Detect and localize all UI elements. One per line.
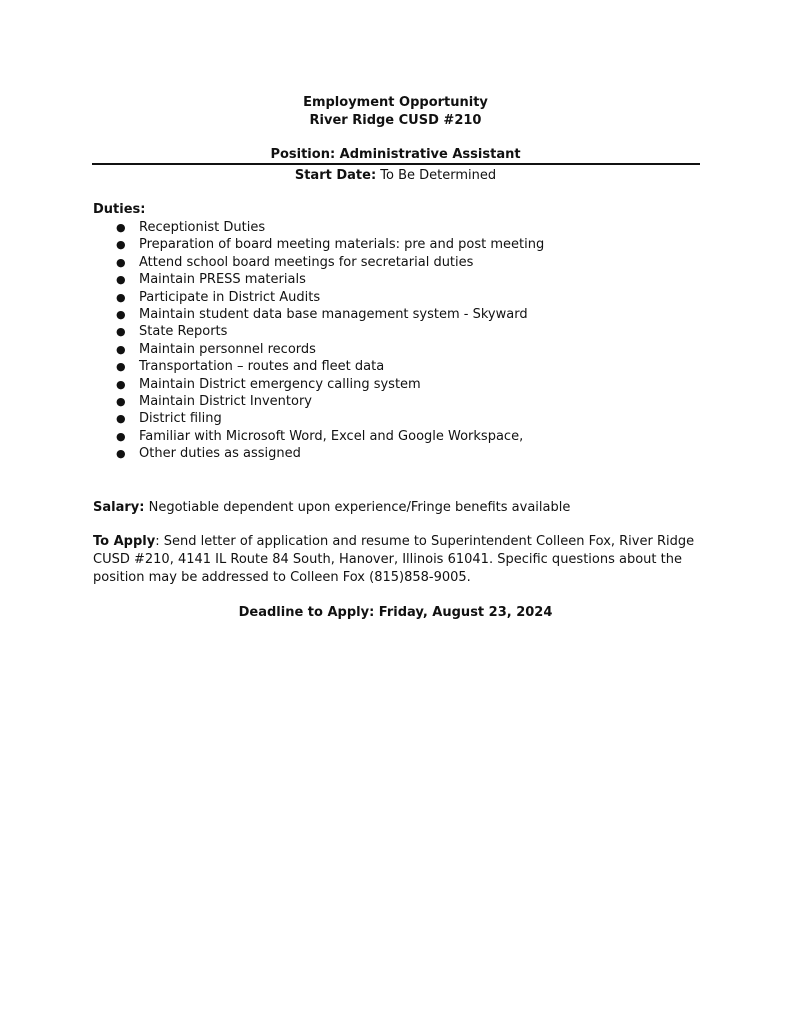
duty-text: State Reports <box>139 324 228 340</box>
bullet-icon: ● <box>116 342 126 356</box>
bullet-icon: ● <box>116 290 126 304</box>
bullet-icon: ● <box>116 395 126 409</box>
deadline-line: Deadline to Apply: Friday, August 23, 2024 <box>238 605 553 620</box>
duty-text: Attend school board meetings for secretarial duties <box>139 254 474 270</box>
duty-text: District filing <box>139 411 222 427</box>
list-item <box>116 393 544 410</box>
bullet-icon: ● <box>116 360 126 374</box>
duty-text: Maintain student data base management system - Skyward <box>139 307 528 323</box>
duty-text: Preparation of board meeting materials: pre and post meeting <box>139 237 545 253</box>
bullet-icon: ● <box>116 273 126 287</box>
bullet-icon: ● <box>116 238 126 252</box>
apply-label: To Apply <box>93 534 156 549</box>
duty-text: Other duties as assigned <box>139 446 301 462</box>
bullet-icon: ● <box>116 325 126 339</box>
list-item <box>116 358 544 375</box>
duty-text: Participate in District Audits <box>139 289 321 305</box>
position-line: Position: Administrative Assistant <box>270 147 521 162</box>
document-title: Employment Opportunity <box>303 95 488 110</box>
bullet-icon: ● <box>116 221 126 234</box>
bullet-icon: ● <box>116 412 126 426</box>
horizontal-divider <box>92 163 700 165</box>
salary-text: Negotiable dependent upon experience/Fringe benefits available <box>148 500 571 515</box>
bullet-icon: ● <box>116 308 126 322</box>
duty-text: Maintain PRESS materials <box>139 272 306 288</box>
salary-paragraph <box>93 499 698 517</box>
salary-label: Salary: <box>93 500 145 515</box>
list-item <box>116 376 544 393</box>
list-item <box>116 341 544 358</box>
list-item <box>116 254 544 271</box>
duty-text: Maintain District Inventory <box>139 394 312 410</box>
list-item <box>116 219 544 236</box>
list-item <box>116 306 544 323</box>
duties-list <box>116 219 545 463</box>
list-item <box>116 445 544 462</box>
start-date-label: Start Date: <box>294 168 377 183</box>
duty-text: Maintain District emergency calling system <box>139 376 421 392</box>
list-item <box>116 323 544 340</box>
duty-text: Transportation – routes and fleet data <box>139 359 385 375</box>
start-date-value: To Be Determined <box>380 168 497 183</box>
bullet-icon: ● <box>116 429 126 443</box>
duties-heading: Duties: <box>93 202 146 217</box>
bullet-icon: ● <box>116 447 126 461</box>
list-item <box>116 236 545 253</box>
duty-text: Receptionist Duties <box>139 220 266 235</box>
apply-text: : Send letter of application and resume to Superintendent Colleen Fox, River Ridge CUSD #210, 4141 IL Route 84 South, Hanover, Illinois 61041. Specific questions about the position may be addressed to Colleen Fox (815)858-9005. <box>93 534 695 585</box>
bullet-icon: ● <box>116 255 126 269</box>
bullet-icon: ● <box>116 377 126 391</box>
apply-paragraph <box>93 533 698 587</box>
list-item <box>116 271 544 288</box>
list-item <box>116 289 544 306</box>
district-name: River Ridge CUSD #210 <box>309 113 482 128</box>
list-item <box>116 410 544 427</box>
start-date-line <box>0 167 791 184</box>
duty-text: Maintain personnel records <box>139 341 316 357</box>
list-item <box>116 428 544 445</box>
duty-text: Familiar with Microsoft Word, Excel and Google Workspace, <box>139 428 524 444</box>
